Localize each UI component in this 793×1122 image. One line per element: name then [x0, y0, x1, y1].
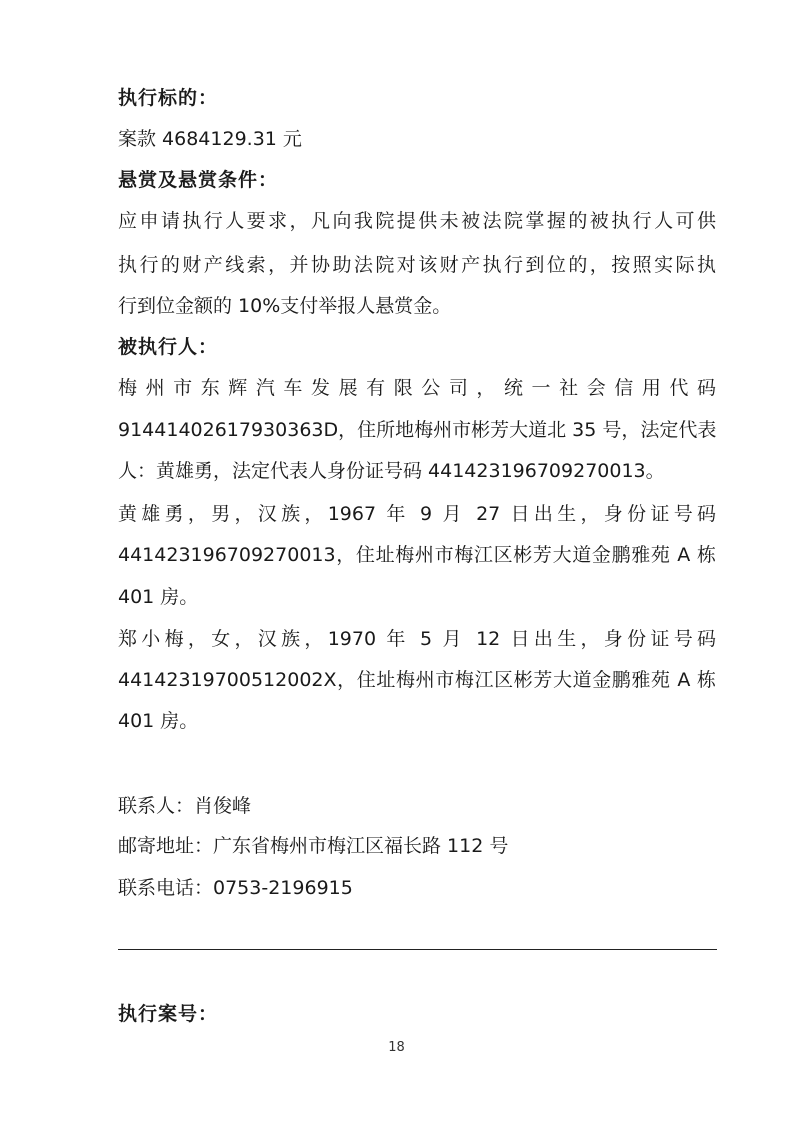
- page-number: 18: [388, 1040, 405, 1055]
- person1-line-1: 黄雄勇，男，汉族，1967 年 9 月 27 日出生，身份证号码: [118, 503, 716, 525]
- person2-line-2: 44142319700512002X，住址梅州市梅江区彬芳大道金鹏雅苑 A 栋: [118, 669, 716, 691]
- company-line-3: 人：黄雄勇，法定代表人身份证号码 441423196709270013。: [118, 460, 665, 482]
- contact-phone: 联系电话：0753-2196915: [118, 877, 353, 899]
- respondent-heading: 被执行人：: [118, 336, 219, 358]
- reward-heading: 悬赏及悬赏条件：: [118, 169, 279, 191]
- reward-line-1: 应申请执行人要求，凡向我院提供未被法院掌握的被执行人可供: [118, 210, 716, 232]
- section-divider: [118, 949, 717, 950]
- person2-line-3: 401 房。: [118, 710, 199, 732]
- company-line-1: 梅州市东辉汽车发展有限公司，统一社会信用代码: [118, 377, 716, 399]
- company-line-2: 91441402617930363D，住所地梅州市彬芳大道北 35 号，法定代表: [118, 419, 716, 441]
- person2-line-1: 郑小梅，女，汉族，1970 年 5 月 12 日出生，身份证号码: [118, 628, 716, 650]
- person1-line-3: 401 房。: [118, 586, 199, 608]
- mail-address: 邮寄地址：广东省梅州市梅江区福长路 112 号: [118, 835, 509, 857]
- contact-person: 联系人：肖俊峰: [118, 795, 252, 817]
- target-value: 案款 4684129.31 元: [118, 128, 302, 150]
- target-heading: 执行标的：: [118, 87, 219, 109]
- next-case-heading: 执行案号：: [118, 1003, 219, 1025]
- person1-line-2: 441423196709270013，住址梅州市梅江区彬芳大道金鹏雅苑 A 栋: [118, 544, 716, 566]
- reward-line-2: 执行的财产线索，并协助法院对该财产执行到位的，按照实际执: [118, 254, 716, 276]
- reward-line-3: 行到位金额的 10%支付举报人悬赏金。: [118, 295, 452, 317]
